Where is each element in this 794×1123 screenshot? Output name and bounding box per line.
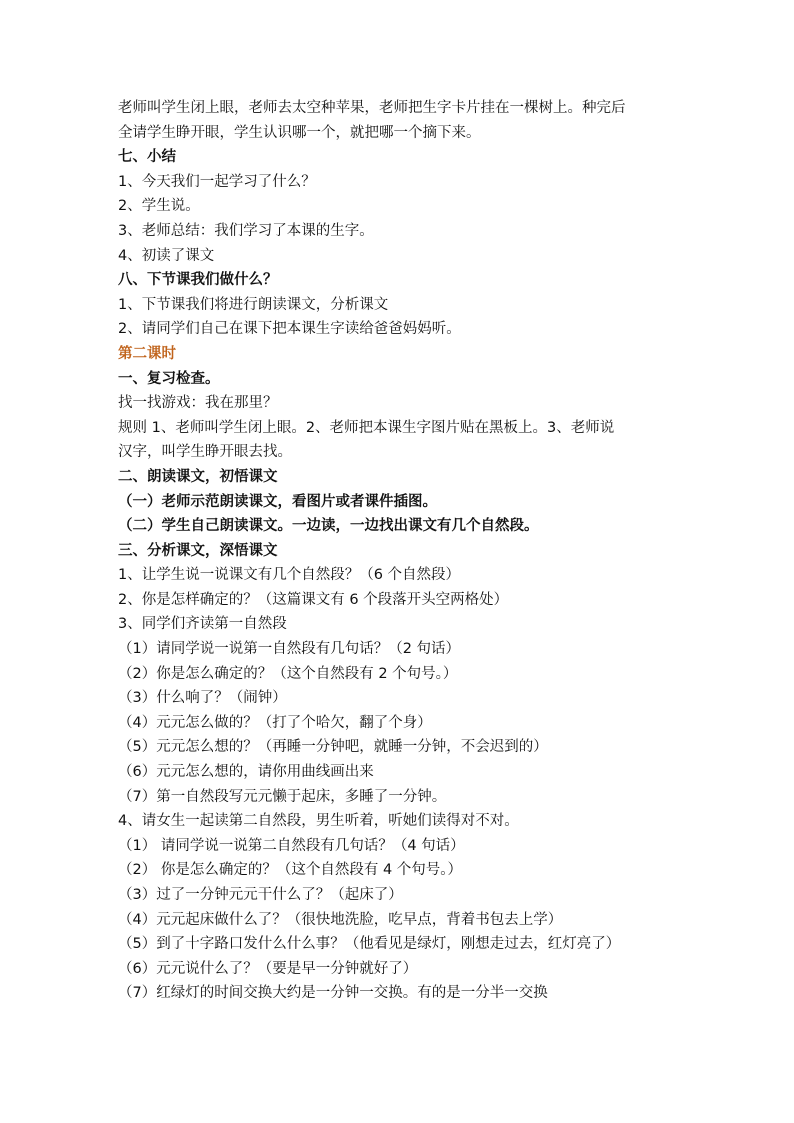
paragraph-1-question: （4）元元怎么做的？（打了个哈欠，翻了个身） [118, 714, 432, 731]
paragraph-1-question: （5）元元怎么想的？（再睡一分钟吧，就睡一分钟，不会迟到的） [118, 739, 548, 756]
part-3-item-4: 4、请女生一起读第二自然段，男生听着，听她们读得对不对。 [118, 813, 519, 830]
part-2-heading: 二、朗读课文，初悟课文 [118, 468, 278, 485]
rules-line-2: 汉字，叫学生睁开眼去找。 [118, 444, 292, 461]
paragraph-2-question: （2） 你是怎么确定的？（这个自然段有 4 个句号。） [118, 862, 463, 879]
paragraph-2-question: （5）到了十字路口发什么什么事？（他看见是绿灯，刚想走过去，红灯亮了） [118, 936, 621, 953]
part-3-item: 1、让学生说一说课文有几个自然段？（6 个自然段） [118, 567, 461, 584]
part-3-heading: 三、分析课文，深悟课文 [118, 542, 278, 559]
paragraph-1-question: （1）请同学说一说第一自然段有几句话？（2 句话） [118, 641, 461, 658]
part-2-item: （一）老师示范朗读课文，看图片或者课件插图。 [118, 493, 437, 510]
section-7-item: 3、老师总结：我们学习了本课的生字。 [118, 222, 374, 239]
part-3-item: 3、同学们齐读第一自然段 [118, 616, 287, 633]
section-8-heading: 八、下节课我们做什么？ [118, 272, 278, 289]
section-7-item: 4、初读了课文 [118, 247, 215, 264]
paragraph-1-question: （6）元元怎么想的，请你用曲线画出来 [118, 764, 374, 781]
section-7-heading: 七、小结 [118, 149, 176, 166]
part-2-item: （二）学生自己朗读课文。一边读，一边找出课文有几个自然段。 [118, 518, 539, 535]
section-7-item: 2、学生说。 [118, 198, 200, 215]
paragraph-1-question: （2）你是怎么确定的？（这个自然段有 2 个句号。） [118, 665, 458, 682]
lesson-2-title: 第二课时 [118, 345, 176, 362]
part-1-heading: 一、复习检查。 [118, 370, 220, 387]
paragraph-2-question: （6）元元说什么了？（要是早一分钟就好了） [118, 960, 418, 977]
paragraph-2-question: （3）过了一分钟元元干什么了？（起床了） [118, 887, 403, 903]
section-7-item: 1、今天我们一起学习了什么？ [118, 173, 316, 190]
paragraph-1-question: （3）什么响了？（闹钟） [118, 690, 287, 707]
game-title: 找一找游戏：我在那里？ [118, 395, 278, 412]
paragraph-1-question: （7）第一自然段写元元懒于起床，多睡了一分钟。 [118, 788, 447, 805]
intro-line-2: 全请学生睁开眼，学生认识哪一个，就把哪一个摘下来。 [118, 124, 481, 141]
rules-line-1: 规则 1、老师叫学生闭上眼。2、老师把本课生字图片贴在黑板上。3、老师说 [118, 419, 615, 436]
part-3-item: 2、你是怎样确定的？（这篇课文有 6 个段落开头空两格处） [118, 591, 509, 608]
section-8-item: 1、下节课我们将进行朗读课文，分析课文 [118, 296, 389, 313]
intro-line-1: 老师叫学生闭上眼，老师去太空种苹果，老师把生字卡片挂在一棵树上。种完后 [118, 100, 626, 116]
section-8-item: 2、请同学们自己在课下把本课生字读给爸爸妈妈听。 [118, 321, 461, 338]
paragraph-2-question: （4）元元起床做什么了？（很快地洗脸，吃早点，背着书包去上学） [118, 911, 563, 928]
paragraph-2-question: （1） 请同学说一说第二自然段有几句话？（4 句话） [118, 837, 465, 854]
paragraph-2-question: （7）红绿灯的时间交换大约是一分钟一交换。有的是一分半一交换 [118, 985, 548, 1002]
